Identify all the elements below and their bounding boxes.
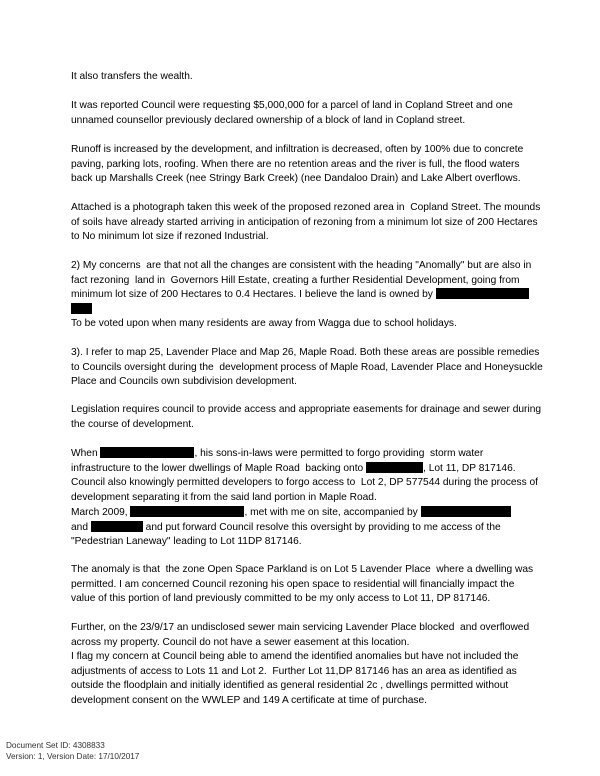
text-line: Place and Councils own subdivision development. [71, 376, 297, 388]
text-line: To be voted upon when many residents are away from Wagga due to school holidays. [71, 318, 457, 329]
text-line: paving, parking lots, roofing. When there are no retention areas and the river is full, the flood waters [71, 158, 520, 170]
text-line: Further, on the 23/9/17 an undisclosed sewer main servicing Lavender Place blocked and overflowed [71, 622, 530, 633]
text-line: adjustments of access to Lots 11 and Lot 2. Further Lot 11,DP 817146 has an area as identified as [71, 665, 517, 677]
text-line: When [71, 448, 98, 459]
text-line: It was reported Council were requesting $5,000,000 for a parcel of land in Copland Street and one [71, 100, 513, 111]
paragraph-maps [71, 346, 541, 390]
paragraph-legislation [71, 403, 541, 432]
text-line: development consent on the WWLEP and 149 A certificate at time of purchase. [71, 694, 428, 706]
redaction-box [71, 303, 92, 314]
text-line: outside the floodplain and initially identified as general residential 2c , dwellings permitted without [71, 680, 509, 692]
text-line: unnamed counsellor previously declared ownership of a block of land in Copland street. [71, 114, 466, 126]
text-line: infrastructure to the lower dwellings of Maple Road backing onto [71, 462, 364, 474]
text-line: The anomaly is that the zone Open Space Parkland is on Lot 5 Lavender Place where a dwelling was [71, 564, 534, 575]
paragraph-concerns [71, 259, 541, 317]
document-set-id: Document Set ID: 4308833 [6, 741, 105, 750]
text-line: development separating it from the said land portion in Maple Road. [71, 491, 377, 503]
redaction-box [130, 506, 244, 517]
text-line: Attached is a photograph taken this week of the proposed rezoned area in Copland Street. The mounds [71, 202, 541, 213]
text-line: of soils have already started arriving in anticipation of rezoning from a minimum lot size of 200 Hectares [71, 216, 538, 228]
redaction-box [100, 447, 194, 458]
text-line: the course of development. [71, 418, 194, 430]
text-line: minimum lot size of 200 Hectares to 0.4 Hectares. I believe the land is owned by [71, 289, 433, 301]
paragraph-anomaly [71, 563, 541, 607]
text-line: March 2009, [71, 507, 128, 518]
redaction-box [436, 288, 529, 299]
text-line: , his sons-in-laws were permitted to forgo providing storm water [194, 448, 484, 459]
paragraph-copland-land [71, 99, 541, 128]
text-line: Legislation requires council to provide access and appropriate easements for drainage and sewer during [71, 404, 542, 415]
document-footer [6, 741, 139, 762]
text-line: back up Marshalls Creek (nee Stringy Bark Creek) (nee Dandaloo Drain) and Lake Albert overflows. [71, 173, 521, 185]
paragraph-wealth [71, 70, 541, 85]
text-line: permitted. I am concerned Council rezoning his open space to residential will financially impact the [71, 578, 515, 590]
paragraph-sewer [71, 621, 541, 650]
text-line: "Pedestrian Laneway" leading to Lot 11DP 817146. [71, 536, 302, 548]
paragraph-sons-in-law [71, 447, 541, 476]
text-line: , Lot 11, DP 817146. [423, 462, 516, 474]
text-line: Runoff is increased by the development, and infiltration is decreased, often by 100% due to concrete [71, 144, 524, 155]
text-line: It also transfers the wealth. [71, 71, 193, 82]
paragraph-access [71, 476, 541, 505]
text-line: I flag my concern at Council being able to amend the identified anomalies but have not included the [71, 651, 519, 662]
redaction-box [421, 506, 511, 517]
text-line: and put forward Council resolve this oversight by providing to me access of the [142, 521, 501, 533]
text-line: 3). I refer to map 25, Lavender Place and Map 26, Maple Road. Both these areas are possible remedies [71, 347, 540, 358]
paragraph-runoff [71, 143, 541, 187]
text-line: and [71, 521, 88, 533]
text-line: , met with me on site, accompanied by [244, 507, 418, 518]
text-line: value of this portion of land previously committed to be my only access to Lot 11, DP 817146. [71, 593, 491, 605]
text-line: fact rezoning land in Governors Hill Estate, creating a further Residential Development, going from [71, 274, 520, 286]
version-date: Version: 1, Version Date: 17/10/2017 [6, 751, 140, 761]
text-line: to No minimum lot size if rezoned Industrial. [71, 231, 269, 243]
paragraph-march-2009 [71, 506, 541, 550]
paragraph-flag-concern [71, 650, 541, 708]
redaction-box [91, 521, 143, 532]
paragraph-voted [71, 317, 541, 332]
text-line: Council also knowingly permitted developers to forgo access to Lot 2, DP 577544 during the process of [71, 477, 539, 488]
redaction-box [366, 462, 423, 473]
text-line: across my property. Council do not have a sewer easement at this location. [71, 636, 410, 648]
text-line: 2) My concerns are that not all the changes are consistent with the heading "Anomally" but are also in [71, 260, 532, 271]
paragraph-photograph [71, 201, 541, 245]
text-line: to Councils oversight during the development process of Maple Road, Lavender Place and Honeysuckle [71, 361, 543, 373]
